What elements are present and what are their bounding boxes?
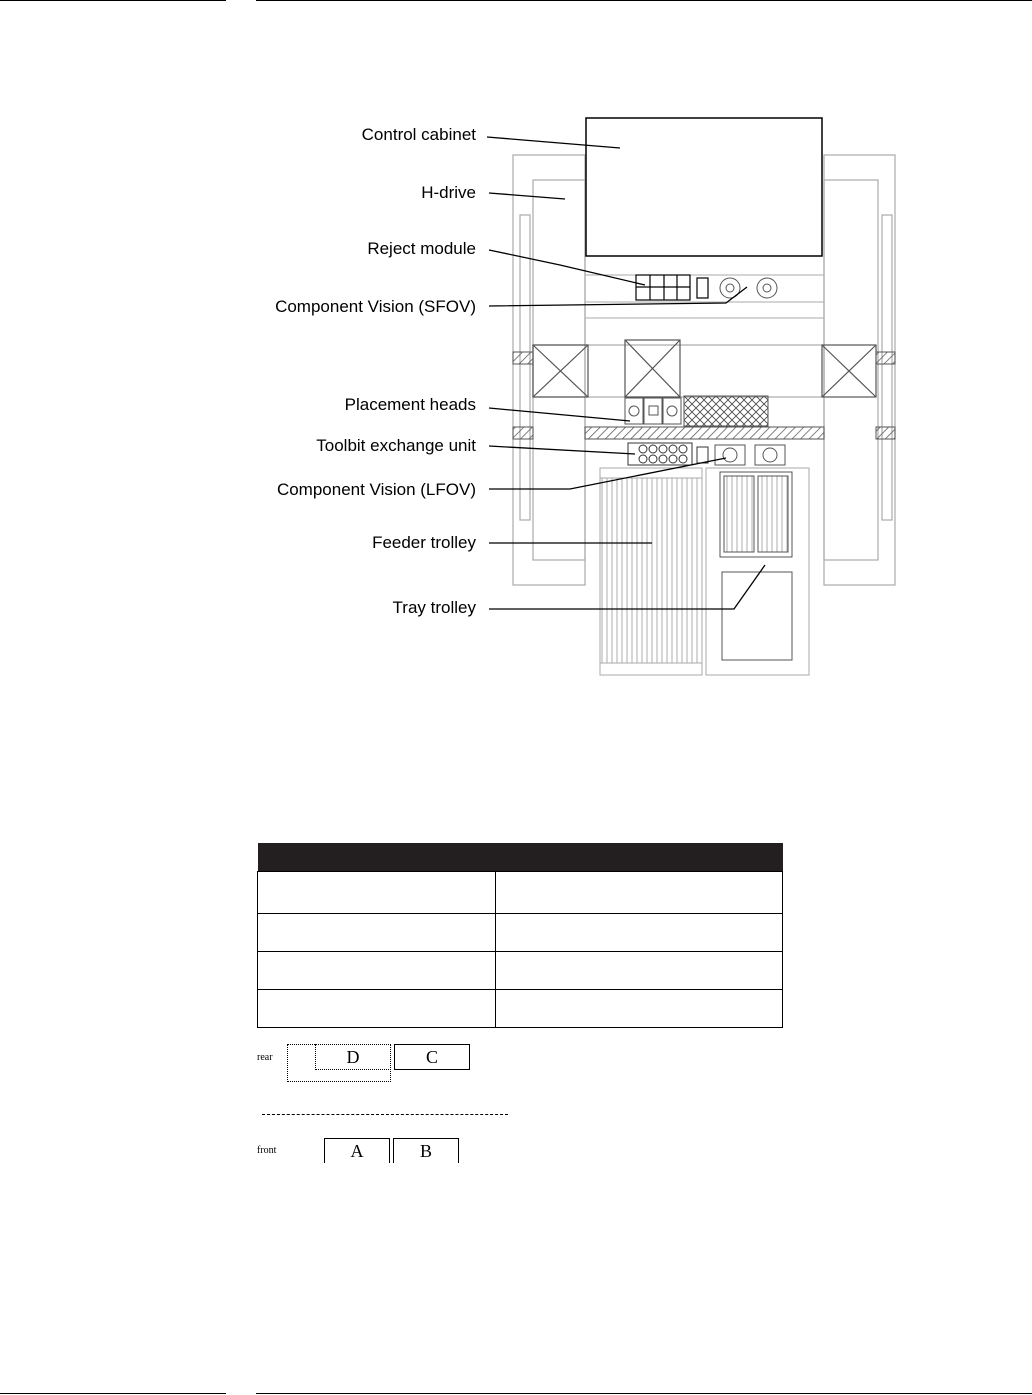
label-feeder-trolley: Feeder trolley (372, 533, 476, 552)
placement-heads-shape (625, 398, 681, 424)
h-drive-left (513, 155, 585, 585)
table-row (258, 872, 783, 914)
label-control-cabinet: Control cabinet (361, 125, 476, 144)
table-header-row (258, 843, 783, 872)
label-component-vision-sfov: Component Vision (SFOV) (275, 297, 476, 316)
footer-rule-right (256, 1393, 1032, 1394)
label-reject-module: Reject module (367, 239, 476, 258)
label-toolbit-exchange-unit: Toolbit exchange unit (316, 436, 476, 455)
info-table (257, 843, 783, 1028)
label-h-drive: H-drive (421, 183, 476, 202)
table-cell (496, 872, 783, 914)
table-cell (258, 952, 496, 990)
slot-a: A (324, 1138, 390, 1163)
table-row (258, 990, 783, 1028)
slot-d: D (315, 1044, 391, 1070)
sfov-camera-shape (720, 278, 777, 298)
h-drive-right (824, 155, 895, 585)
table-header-cell (258, 843, 496, 872)
table-cell (258, 990, 496, 1028)
table-cell (258, 914, 496, 952)
slot-b: B (393, 1138, 459, 1163)
lfov-camera-shape (715, 445, 785, 465)
table-cell (496, 990, 783, 1028)
label-component-vision-lfov: Component Vision (LFOV) (276, 480, 476, 499)
toolbit-exchange-shape (628, 443, 708, 465)
table-row (258, 914, 783, 952)
feeder-trolley-shape (600, 468, 702, 675)
label-tray-trolley: Tray trolley (392, 598, 476, 617)
table-header-cell (496, 843, 783, 872)
tray-trolley-shape (706, 468, 809, 675)
table-row (258, 952, 783, 990)
label-placement-heads: Placement heads (344, 395, 476, 414)
front-label: front (257, 1145, 277, 1156)
slot-c: C (394, 1044, 470, 1070)
table-cell (496, 914, 783, 952)
footer-rule-left (0, 1393, 226, 1394)
table-cell (258, 872, 496, 914)
table-cell (496, 952, 783, 990)
reject-module-shape (636, 275, 708, 300)
center-dashed-line (262, 1114, 508, 1115)
rear-label: rear (257, 1052, 273, 1063)
control-cabinet-shape (586, 118, 822, 256)
